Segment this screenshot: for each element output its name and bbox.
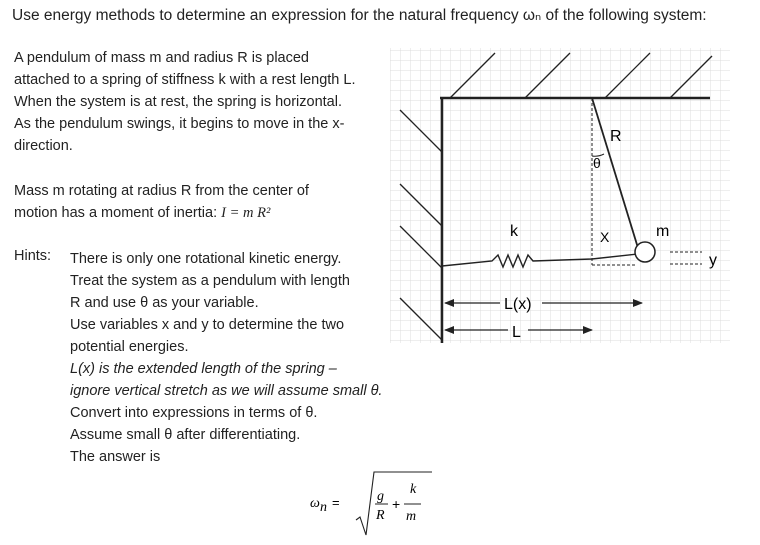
hint-line: Use variables x and y to determine the two (70, 317, 345, 333)
label-k: k (510, 223, 518, 240)
inertia-line: Mass m rotating at radius R from the center of (14, 183, 309, 199)
intro-line: A pendulum of mass m and radius R is placed (14, 50, 309, 66)
hint-line: ignore vertical stretch as we will assume small θ. (70, 383, 383, 399)
hints-list (70, 248, 382, 468)
label-r: R (610, 128, 622, 145)
intro-line: As the pendulum swings, it begins to move in the x- (14, 116, 345, 132)
omega-symbol: ω (310, 496, 320, 511)
intro-line: When the system is at rest, the spring is horizontal. (14, 94, 342, 110)
plus-sign: + (392, 496, 401, 512)
hint-line: Treat the system as a pendulum with length (70, 273, 350, 289)
label-m: m (656, 223, 670, 240)
hint-line: The answer is (70, 449, 161, 465)
inertia-paragraph (14, 180, 309, 224)
label-theta: θ (593, 155, 601, 171)
intro-line: attached to a spring of stiffness k with a rest length L. (14, 72, 356, 88)
omega-subscript: n (320, 500, 327, 515)
pendulum-mass (635, 242, 655, 262)
equals-sign: = (332, 495, 340, 510)
intro-paragraph (14, 47, 355, 157)
hint-line: Assume small θ after differentiating. (70, 427, 301, 443)
frac2-denominator: m (406, 509, 417, 524)
frac2-numerator: k (410, 482, 417, 497)
hint-line: Convert into expressions in terms of θ. (70, 405, 318, 421)
hint-line: There is only one rotational kinetic energy. (70, 251, 342, 267)
problem-title: Use energy methods to determine an expression for the natural frequency ωₙ of the following system: (12, 7, 707, 24)
label-x: X (600, 229, 610, 245)
pendulum-diagram (380, 40, 760, 360)
frac1-numerator: g (377, 489, 384, 504)
inertia-line (14, 202, 309, 224)
hint-line: L(x) is the extended length of the spring – (70, 361, 337, 377)
hints-label: Hints: (14, 248, 52, 264)
inertia-text: motion has a moment of inertia: (14, 205, 222, 221)
inertia-formula: I = m R² (221, 205, 271, 221)
frac1-denominator: R (376, 508, 385, 523)
label-l: L (512, 324, 521, 341)
intro-line: direction. (14, 138, 73, 154)
hint-line: R and use θ as your variable. (70, 295, 259, 311)
hint-line: potential energies. (70, 339, 189, 355)
answer-formula (300, 462, 440, 540)
label-lx: L(x) (504, 296, 532, 313)
label-y: y (709, 252, 717, 269)
